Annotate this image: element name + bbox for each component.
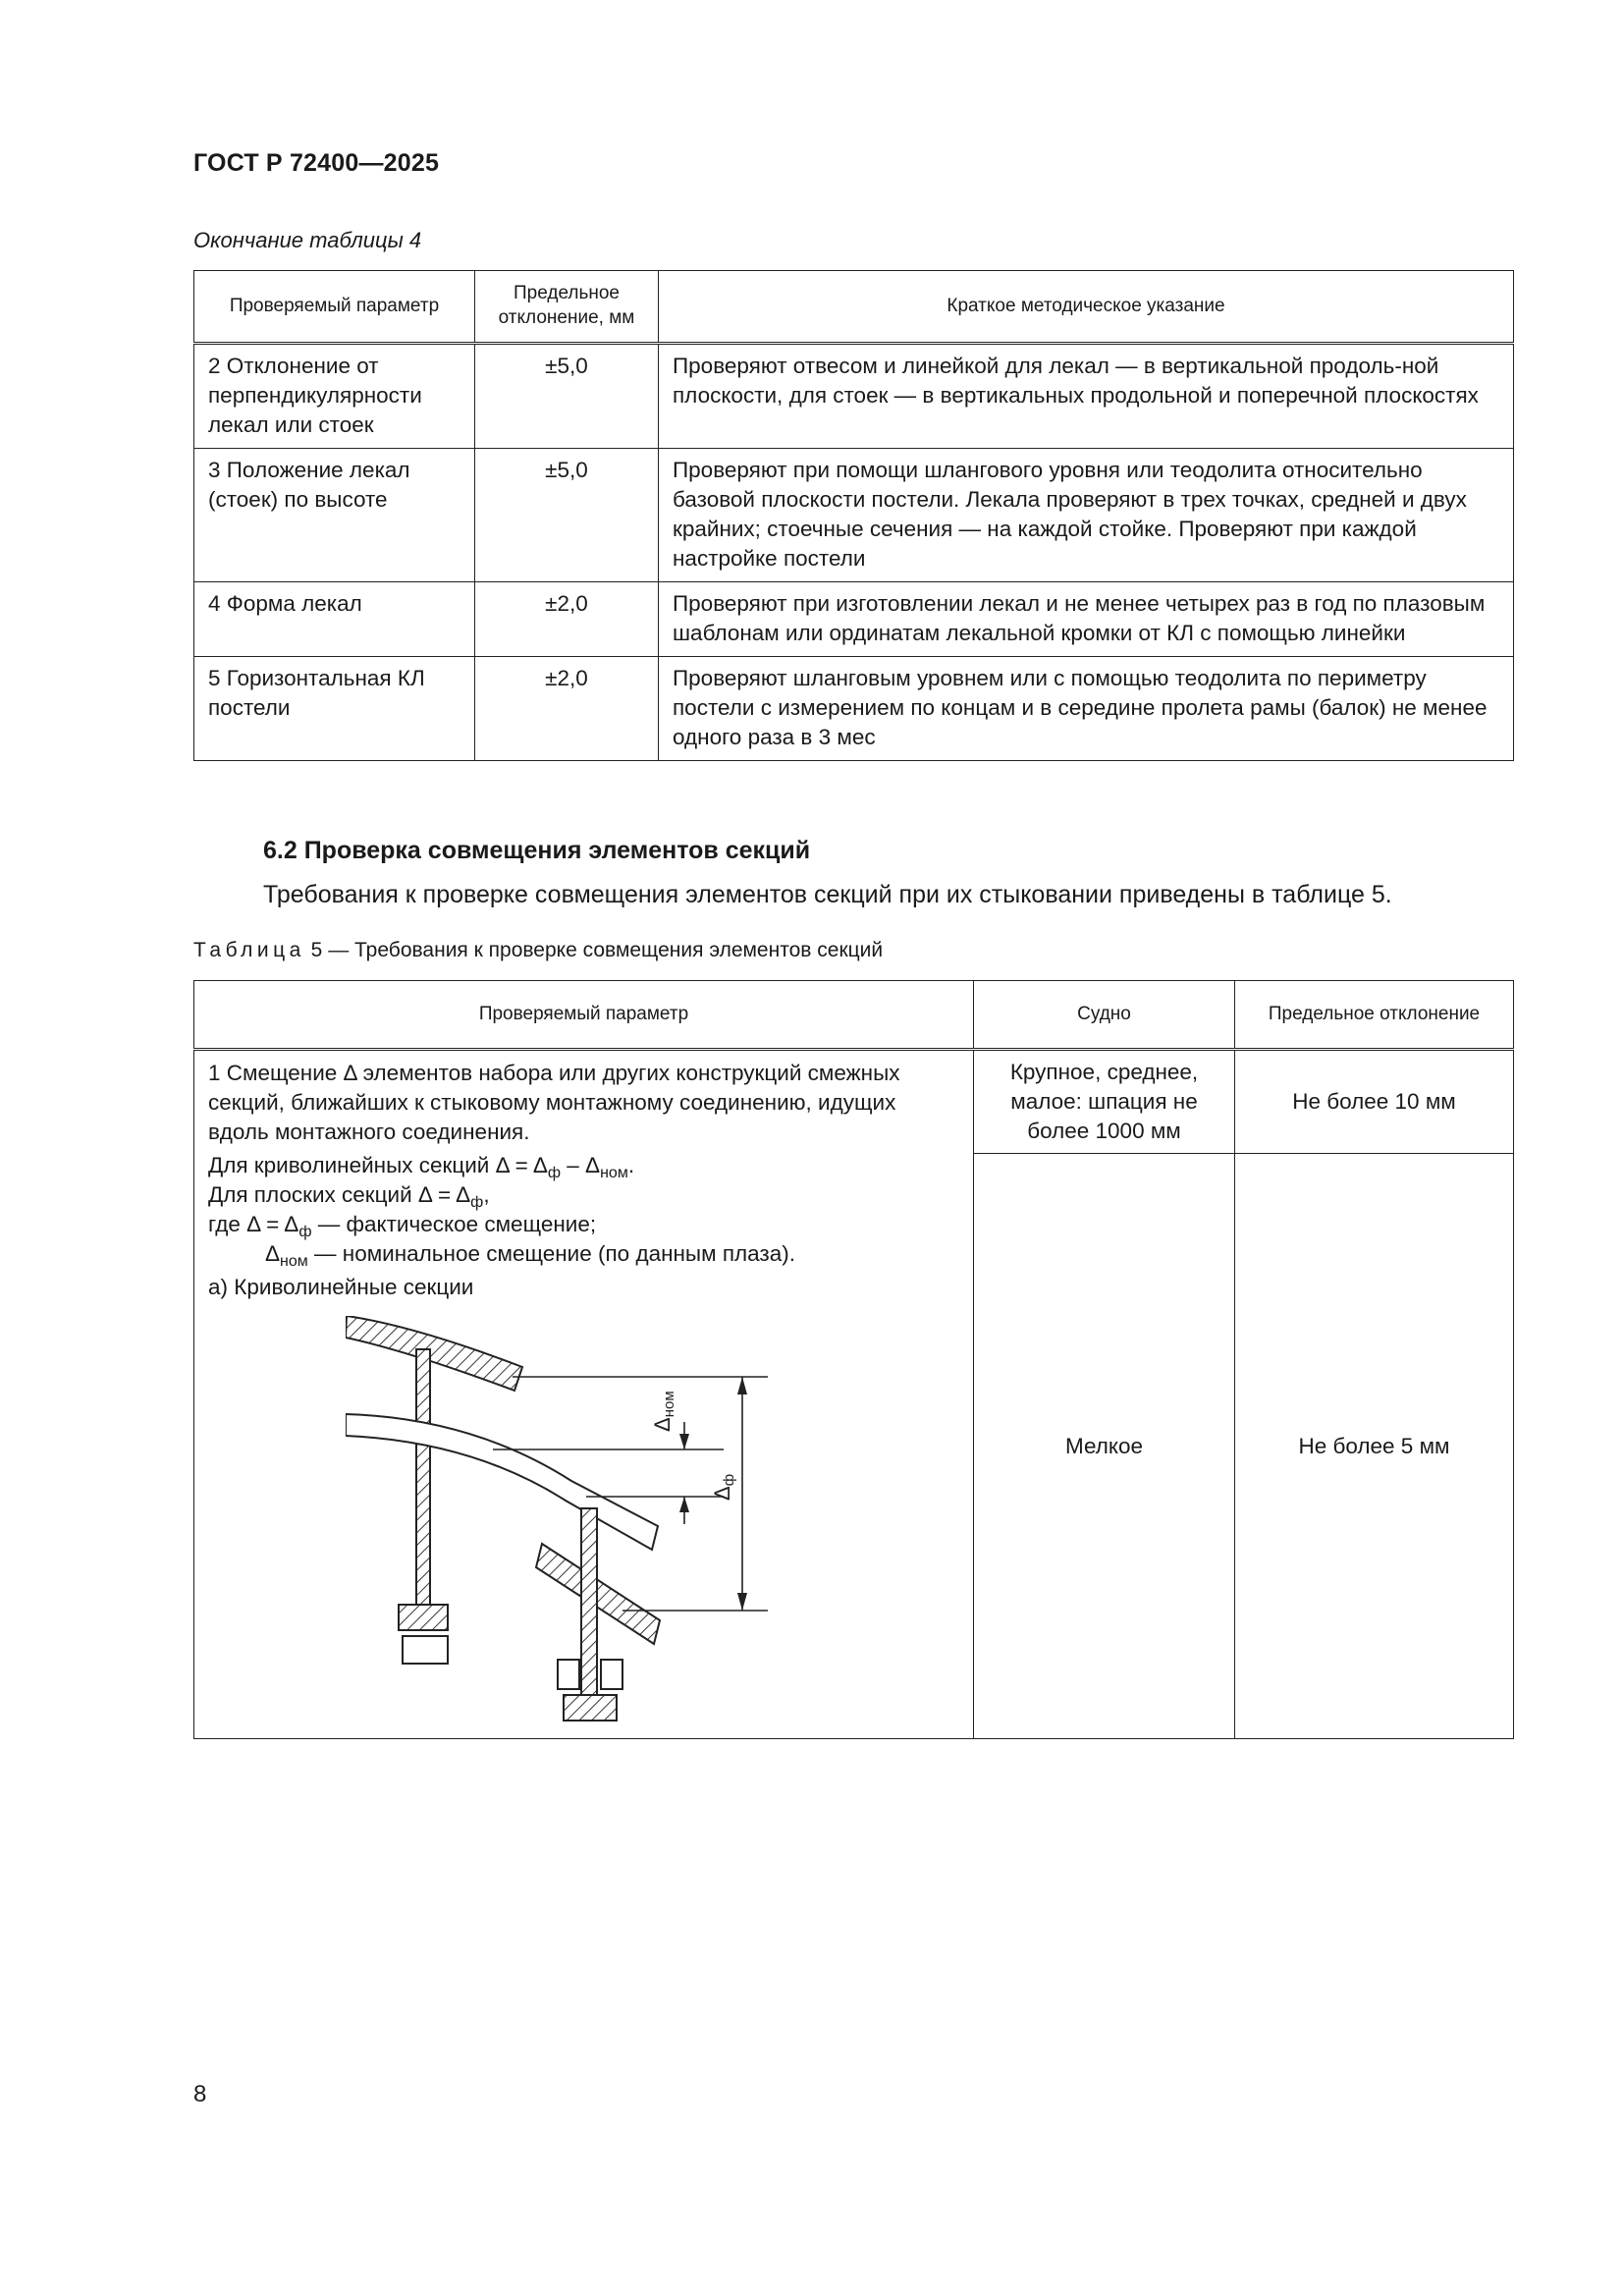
- ship-cell: Мелкое: [974, 1154, 1235, 1739]
- lower-support-block: [601, 1660, 622, 1689]
- method-cell: Проверяют при изготовлении лекал и не менее четырех раз в год по плазовым шаблонам или ординатам лекальной кромки от КЛ с помощью линейки: [659, 582, 1514, 657]
- method-cell: Проверяют при помощи шлангового уровня или теодолита относительно базовой плоскости постели. Лекала проверяют в трех точках, средней и двух крайних; стоечные сечения — на каждой стойке. Проверяют при каждой настройке постели: [659, 449, 1514, 582]
- limit-cell: Не более 5 мм: [1235, 1154, 1514, 1739]
- curved-sections-figure: [346, 1316, 856, 1728]
- deviation-cell: ±5,0: [475, 344, 659, 449]
- item-a: а) Криволинейные секции: [208, 1275, 474, 1299]
- column-header-limit: Предельное отклонение: [1235, 981, 1514, 1050]
- section-paragraph: Требования к проверке совмещения элементов секций при их стыковании приведены в таблице 5.: [263, 881, 1392, 908]
- column-header-deviation: Предельное отклонение, мм: [475, 271, 659, 344]
- lower-frame-web: [581, 1508, 597, 1695]
- param-cell: [194, 1050, 974, 1739]
- column-header-method: Краткое методическое указание: [659, 271, 1514, 344]
- definition-nominal: $\Delta_{ном}$ — номинальное смещение (по данным плаза).: [265, 1241, 795, 1270]
- column-header-param: Проверяемый параметр: [194, 981, 974, 1050]
- table-5-caption: [193, 939, 883, 962]
- param-cell: 5 Горизонтальная КЛ постели: [194, 657, 475, 761]
- limit-cell: Не более 10 мм: [1235, 1050, 1514, 1154]
- nominal-shell-plate: [346, 1414, 658, 1550]
- table-row: [194, 582, 1514, 657]
- document-header: ГОСТ Р 72400—2025: [193, 149, 440, 177]
- param-intro: 1 Смещение Δ элементов набора или других конструкций смежных секций, ближайших к стыковому монтажному соединению, идущих вдоль монтажного соединения.: [208, 1061, 900, 1144]
- delta-nominal-label: Δном: [650, 1391, 677, 1432]
- upper-support-block: [403, 1636, 448, 1664]
- table-5: [193, 980, 1514, 1739]
- table-row: [194, 1050, 1514, 1154]
- table-continuation-caption: Окончание таблицы 4: [193, 228, 422, 252]
- formula-curved: Для криволинейных секций $\Delta = \Delta_ф - \Delta_{ном}$.: [208, 1153, 635, 1181]
- lower-support-block: [558, 1660, 579, 1689]
- arrow: [679, 1434, 689, 1449]
- param-cell: 4 Форма лекал: [194, 582, 475, 657]
- definition-fact: где $\Delta = \Delta_ф$ — фактическое смещение;: [208, 1212, 597, 1240]
- formula-flat: Для плоских секций $\Delta = \Delta_ф$,: [208, 1182, 490, 1211]
- upper-frame-flange: [399, 1605, 448, 1630]
- ship-cell: Крупное, среднее, малое: шпация не более 1000 мм: [974, 1050, 1235, 1154]
- method-cell: Проверяют отвесом и линейкой для лекал — в вертикальной продоль-ной плоскости, для стоек — в вертикальных продольной и поперечной плоскостях: [659, 344, 1514, 449]
- table-row: [194, 344, 1514, 449]
- section-heading: 6.2 Проверка совмещения элементов секций: [263, 837, 811, 864]
- table-header-row: [194, 271, 1514, 344]
- table-row: [194, 657, 1514, 761]
- upper-frame-web: [416, 1349, 430, 1605]
- param-cell: 2 Отклонение от перпендикулярности лекал или стоек: [194, 344, 475, 449]
- param-cell: 3 Положение лекал (стоек) по высоте: [194, 449, 475, 582]
- lower-frame-flange: [564, 1695, 617, 1721]
- deviation-cell: ±2,0: [475, 582, 659, 657]
- upper-shell-plate: [346, 1316, 522, 1391]
- page-number: 8: [193, 2081, 207, 2107]
- column-header-param: Проверяемый параметр: [194, 271, 475, 344]
- method-cell: Проверяют шланговым уровнем или с помощью теодолита по периметру постели с измерением по концам и в середине пролета рамы (балок) не менее одного раза в 3 мес: [659, 657, 1514, 761]
- delta-fact-label: Δф: [710, 1473, 737, 1501]
- table-row: [194, 449, 1514, 582]
- column-header-ship: Судно: [974, 981, 1235, 1050]
- table-header-row: [194, 981, 1514, 1050]
- caption-label: Таблица: [193, 939, 305, 961]
- deviation-cell: ±5,0: [475, 449, 659, 582]
- arrow: [737, 1377, 747, 1394]
- arrow: [679, 1497, 689, 1512]
- arrow: [737, 1593, 747, 1611]
- table-4: [193, 270, 1514, 761]
- deviation-cell: ±2,0: [475, 657, 659, 761]
- caption-text: 5 — Требования к проверке совмещения элементов секций: [304, 939, 884, 961]
